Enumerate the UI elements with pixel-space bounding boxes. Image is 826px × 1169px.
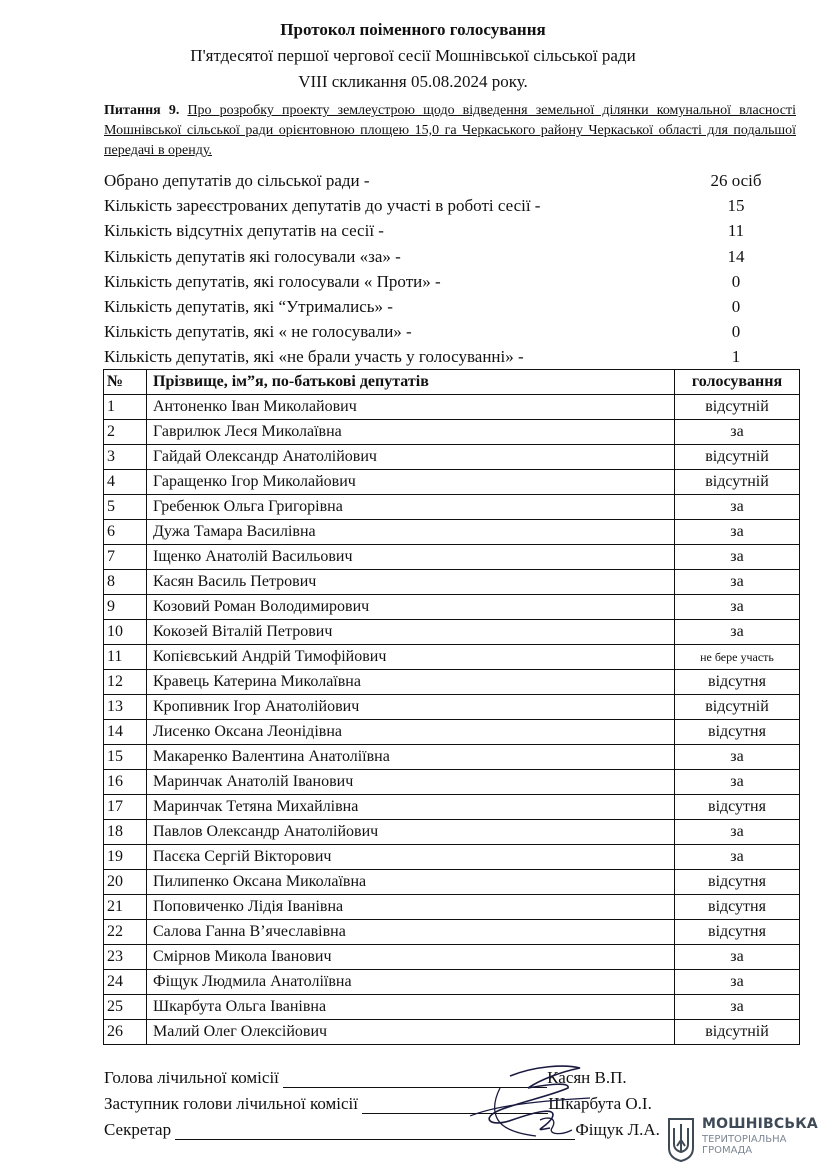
deputy-name: Кокозей Віталій Петрович — [147, 620, 675, 645]
deputy-name: Фіщук Людмила Анатоліївна — [147, 970, 675, 995]
row-number: 4 — [104, 470, 147, 495]
deputy-name: Лисенко Оксана Леонідівна — [147, 720, 675, 745]
deputy-name: Смірнов Микола Іванович — [147, 945, 675, 970]
vote-result: за — [675, 820, 800, 845]
table-row — [104, 920, 800, 945]
deputy-name: Кропивник Ігор Анатолійович — [147, 695, 675, 720]
deputy-label: Заступник голови лічильної комісії — [104, 1094, 359, 1113]
vote-result: за — [675, 595, 800, 620]
vote-result: за — [675, 745, 800, 770]
vote-result: за — [675, 520, 800, 545]
table-row — [104, 995, 800, 1020]
row-number: 18 — [104, 820, 147, 845]
row-number: 26 — [104, 1020, 147, 1045]
stat-value: 14 — [727, 247, 745, 266]
document-title: Протокол поіменного голосування — [280, 20, 546, 39]
vote-result: за — [675, 420, 800, 445]
table-row — [104, 645, 800, 670]
stat-label: Кількість депутатів, які «не брали участь у голосуванні» - — [104, 347, 524, 366]
community-logo — [666, 1112, 818, 1162]
question-text: Про розробку проекту землеустрою щодо відведення земельної ділянки комунальної власності Мошнівської сільської ради орієнтовною площею 15,0 га Черкаського району Черкаської області для подальшої передачі в оренду. — [104, 103, 796, 158]
row-number: 17 — [104, 795, 147, 820]
session-subtitle: П'ятдесятої першої чергової сесії Мошнівської сільської ради — [190, 46, 636, 65]
deputy-name: Касян Василь Петрович — [147, 570, 675, 595]
vote-result: за — [675, 545, 800, 570]
table-row — [104, 695, 800, 720]
deputy-name: Копієвський Андрій Тимофійович — [147, 645, 675, 670]
vote-result: відсутня — [675, 870, 800, 895]
deputy-name: Малий Олег Олексійович — [147, 1020, 675, 1045]
vote-result: відсутній — [675, 395, 800, 420]
table-row — [104, 670, 800, 695]
deputy-name: Гайдай Олександр Анатолійович — [147, 445, 675, 470]
stat-label: Кількість депутатів, які « не голосували» - — [104, 322, 412, 341]
table-row — [104, 445, 800, 470]
row-number: 10 — [104, 620, 147, 645]
vote-result: за — [675, 770, 800, 795]
table-row — [104, 495, 800, 520]
table-row — [104, 845, 800, 870]
table-row — [104, 545, 800, 570]
row-number: 7 — [104, 545, 147, 570]
table-row — [104, 1020, 800, 1045]
row-number: 13 — [104, 695, 147, 720]
vote-result: за — [675, 620, 800, 645]
stat-value: 0 — [731, 272, 741, 291]
row-number: 16 — [104, 770, 147, 795]
deputy-name: Дужа Тамара Василівна — [147, 520, 675, 545]
table-row — [104, 420, 800, 445]
vote-result: не бере участь — [675, 645, 800, 670]
row-number: 14 — [104, 720, 147, 745]
vote-result: за — [675, 845, 800, 870]
header-number: № — [104, 370, 147, 395]
row-number: 5 — [104, 495, 147, 520]
stat-label: Обрано депутатів до сільської ради - — [104, 171, 370, 190]
stat-label: Кількість відсутніх депутатів на сесії - — [104, 221, 384, 240]
table-row — [104, 745, 800, 770]
deputy-name: Шкарбута О.І. — [548, 1094, 652, 1113]
roll-call-table — [103, 369, 800, 1045]
row-number: 15 — [104, 745, 147, 770]
deputy-name: Маринчак Тетяна Михайлівна — [147, 795, 675, 820]
vote-result: за — [675, 945, 800, 970]
deputy-name: Гаврилюк Леся Миколаївна — [147, 420, 675, 445]
handwritten-signature — [440, 1058, 610, 1143]
header-vote: голосування — [675, 370, 800, 395]
secretary-label: Секретар — [104, 1120, 172, 1139]
header-full-name: Прізвище, ім”я, по-батькові депутатів — [147, 370, 675, 395]
deputy-name: Гаращенко Ігор Миколайович — [147, 470, 675, 495]
stat-label: Кількість депутатів, які “Утримались» - — [104, 297, 393, 316]
question-label: Питання 9. — [104, 103, 180, 118]
deputy-name: Антоненко Іван Миколайович — [147, 395, 675, 420]
stat-value: 26 осіб — [710, 171, 762, 190]
chair-label: Голова лічильної комісії — [104, 1068, 279, 1087]
deputy-name: Гребенюк Ольга Григорівна — [147, 495, 675, 520]
vote-result: відсутній — [675, 445, 800, 470]
deputy-name: Павлов Олександр Анатолійович — [147, 820, 675, 845]
table-row — [104, 720, 800, 745]
row-number: 25 — [104, 995, 147, 1020]
table-row — [104, 795, 800, 820]
vote-result: за — [675, 970, 800, 995]
secretary-name: Фіщук Л.А. — [575, 1120, 660, 1139]
row-number: 20 — [104, 870, 147, 895]
row-number: 8 — [104, 570, 147, 595]
vote-result: за — [675, 570, 800, 595]
table-row — [104, 595, 800, 620]
row-number: 12 — [104, 670, 147, 695]
stat-label: Кількість депутатів які голосували «за» - — [104, 247, 401, 266]
row-number: 1 — [104, 395, 147, 420]
table-row — [104, 395, 800, 420]
stat-value: 11 — [727, 221, 745, 240]
table-header-row — [104, 370, 800, 395]
row-number: 22 — [104, 920, 147, 945]
table-row — [104, 870, 800, 895]
stat-label: Кількість зареєстрованих депутатів до участі в роботі сесії - — [104, 196, 541, 215]
trident-emblem-icon — [666, 1116, 696, 1162]
convocation-date: VIII скликання 05.08.2024 року. — [298, 72, 528, 91]
table-row — [104, 520, 800, 545]
vote-result: відсутній — [675, 1020, 800, 1045]
row-number: 2 — [104, 420, 147, 445]
vote-result: відсутній — [675, 470, 800, 495]
vote-result: за — [675, 995, 800, 1020]
vote-result: відсутня — [675, 720, 800, 745]
row-number: 23 — [104, 945, 147, 970]
stat-value: 15 — [727, 196, 745, 215]
deputy-name: Пасєка Сергій Вікторович — [147, 845, 675, 870]
table-row — [104, 945, 800, 970]
table-row — [104, 470, 800, 495]
table-row — [104, 620, 800, 645]
vote-result: відсутня — [675, 795, 800, 820]
row-number: 6 — [104, 520, 147, 545]
deputy-name: Козовий Роман Володимирович — [147, 595, 675, 620]
deputy-name: Маринчак Анатолій Іванович — [147, 770, 675, 795]
deputy-name: Кравець Катерина Миколаївна — [147, 670, 675, 695]
deputy-name: Іщенко Анатолій Васильович — [147, 545, 675, 570]
row-number: 11 — [104, 645, 147, 670]
logo-subtitle-2: ГРОМАДА — [702, 1145, 753, 1156]
vote-result: за — [675, 495, 800, 520]
stat-value: 1 — [731, 347, 741, 366]
logo-title: МОШНІВСЬКА — [702, 1116, 818, 1132]
table-row — [104, 895, 800, 920]
table-row — [104, 570, 800, 595]
chair-name: Касян В.П. — [547, 1068, 627, 1087]
vote-result: відсутній — [675, 695, 800, 720]
deputy-name: Поповиченко Лідія Іванівна — [147, 895, 675, 920]
logo-subtitle: ТЕРИТОРІАЛЬНА — [702, 1134, 787, 1145]
deputy-name: Салова Ганна В’ячеславівна — [147, 920, 675, 945]
vote-result: відсутня — [675, 895, 800, 920]
vote-result: відсутня — [675, 920, 800, 945]
agenda-question — [104, 101, 796, 161]
row-number: 21 — [104, 895, 147, 920]
stat-value: 0 — [731, 297, 741, 316]
row-number: 19 — [104, 845, 147, 870]
row-number: 3 — [104, 445, 147, 470]
deputy-name: Шкарбута Ольга Іванівна — [147, 995, 675, 1020]
row-number: 24 — [104, 970, 147, 995]
table-row — [104, 970, 800, 995]
stat-value: 0 — [731, 322, 741, 341]
table-row — [104, 820, 800, 845]
table-row — [104, 770, 800, 795]
vote-result: відсутня — [675, 670, 800, 695]
row-number: 9 — [104, 595, 147, 620]
stat-label: Кількість депутатів, які голосували « Проти» - — [104, 272, 441, 291]
deputy-name: Пилипенко Оксана Миколаївна — [147, 870, 675, 895]
deputy-name: Макаренко Валентина Анатоліївна — [147, 745, 675, 770]
